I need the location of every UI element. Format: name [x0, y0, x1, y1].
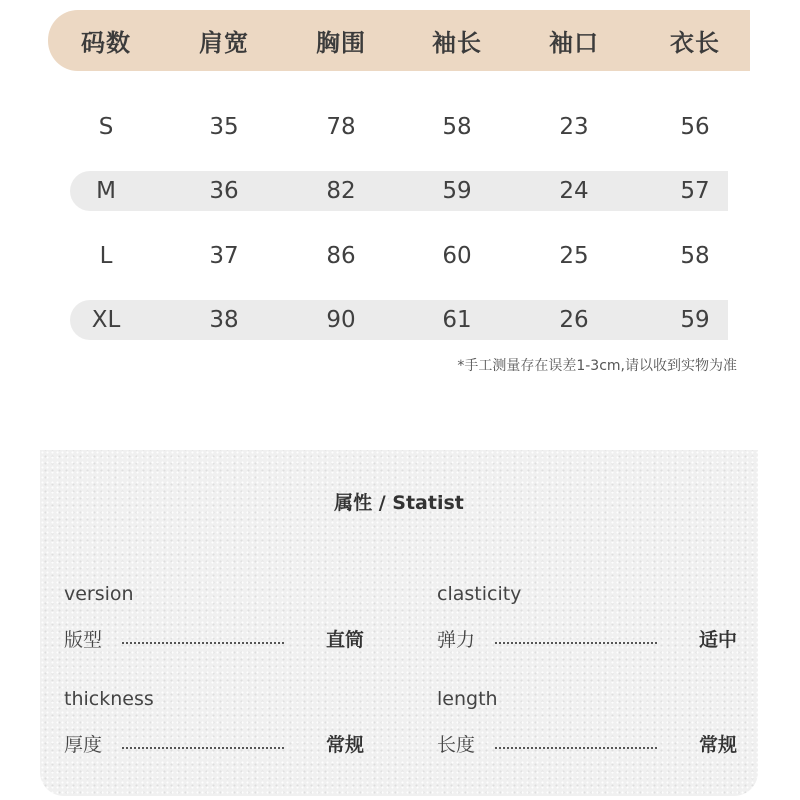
attribute-value: 适中 [698, 629, 737, 651]
table-cell: 59 [442, 178, 472, 204]
table-cell: 38 [209, 307, 239, 333]
table-cell: 23 [559, 114, 589, 140]
attribute-value: 常规 [698, 734, 737, 756]
attribute-label-cn: 版型 [64, 629, 103, 651]
table-cell: 24 [559, 178, 589, 204]
attribute-length [437, 688, 737, 758]
header-shoulder-width: 肩宽 [199, 29, 249, 57]
attribute-version [64, 583, 364, 653]
table-cell-size: S [98, 114, 114, 140]
dotted-leader [122, 642, 284, 644]
table-cell: 26 [559, 307, 589, 333]
table-cell: 56 [680, 114, 710, 140]
table-row-l [48, 236, 750, 276]
header-cuff: 袖口 [549, 29, 599, 57]
attribute-row [64, 728, 364, 760]
header-size: 码数 [81, 29, 131, 57]
table-cell: 25 [559, 243, 589, 269]
dotted-leader [495, 747, 657, 749]
size-table-header [48, 10, 750, 71]
row-stripe-background [70, 300, 728, 340]
table-cell: 82 [326, 178, 356, 204]
attribute-thickness [64, 688, 364, 758]
table-cell: 37 [209, 243, 239, 269]
attribute-label-en: length [437, 688, 498, 710]
table-cell: 78 [326, 114, 356, 140]
table-row-xl [48, 300, 750, 340]
attribute-panel [40, 450, 758, 796]
row-stripe-background [70, 171, 728, 211]
attribute-label-en: version [64, 583, 134, 605]
attribute-row [437, 728, 737, 760]
attribute-elasticity [437, 583, 737, 653]
dotted-leader [495, 642, 657, 644]
table-cell: 58 [442, 114, 472, 140]
table-cell: 36 [209, 178, 239, 204]
table-cell-size: M [96, 178, 116, 204]
header-chest: 胸围 [316, 29, 366, 57]
table-cell: 58 [680, 243, 710, 269]
attribute-label-cn: 弹力 [437, 629, 476, 651]
header-garment-length: 衣长 [670, 29, 720, 57]
attribute-label-en: clasticity [437, 583, 522, 605]
table-cell: 57 [680, 178, 710, 204]
table-cell: 60 [442, 243, 472, 269]
table-cell: 59 [680, 307, 710, 333]
table-cell: 86 [326, 243, 356, 269]
dotted-leader [122, 747, 284, 749]
table-cell: 61 [442, 307, 472, 333]
table-cell-size: L [99, 243, 113, 269]
attribute-label-cn: 厚度 [64, 734, 103, 756]
attribute-row [437, 623, 737, 655]
attribute-label-en: thickness [64, 688, 154, 710]
attribute-label-cn: 长度 [437, 734, 476, 756]
table-row-m [48, 171, 750, 211]
table-row-s [48, 107, 750, 147]
attribute-value: 直筒 [325, 629, 364, 651]
table-cell-size: XL [91, 307, 121, 333]
table-cell: 90 [326, 307, 356, 333]
table-cell: 35 [209, 114, 239, 140]
attribute-title: 属性 / Statist [334, 492, 464, 514]
attribute-value: 常规 [325, 734, 364, 756]
measurement-footnote: *手工测量存在误差1-3cm,请以收到实物为准 [457, 358, 737, 374]
header-sleeve-length: 袖长 [432, 29, 482, 57]
attribute-row [64, 623, 364, 655]
